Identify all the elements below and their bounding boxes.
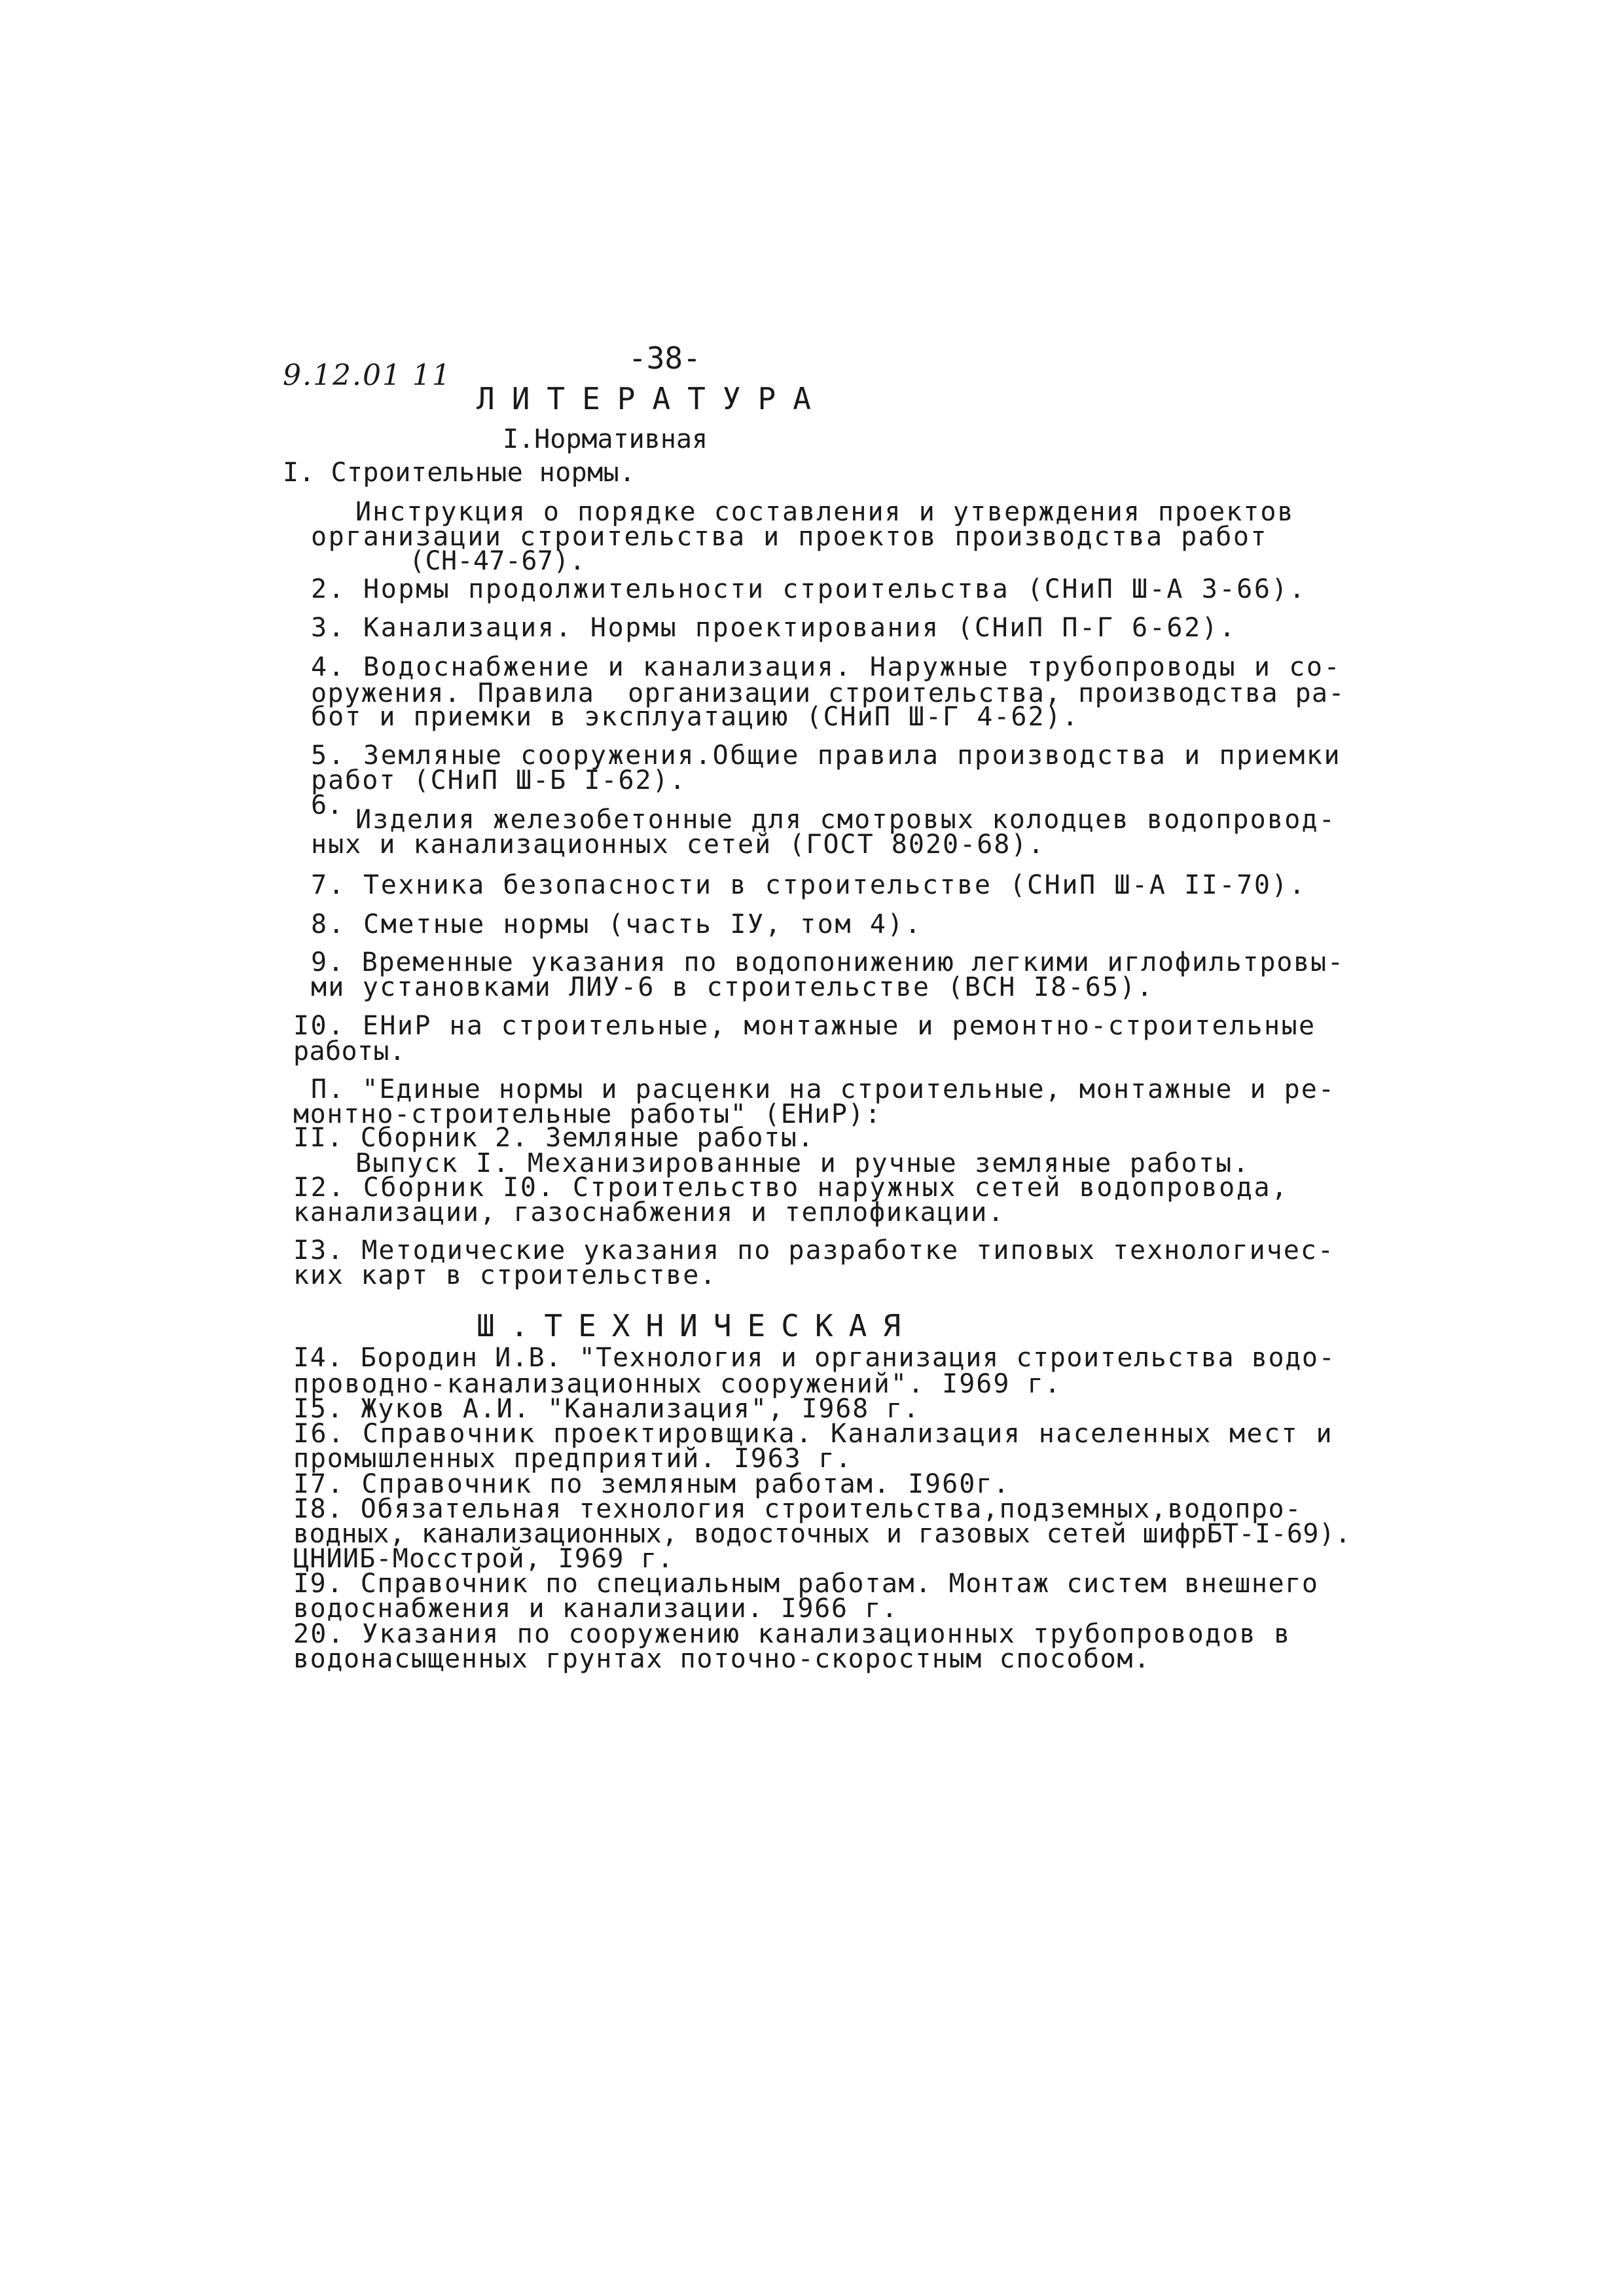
list-item: канализации, газоснабжения и теплофикации. — [293, 1197, 1005, 1228]
section-heading-technical: Ш.ТЕХНИЧЕСКАЯ — [477, 1308, 917, 1343]
list-item: организации строительства и проектов производства работ — [311, 522, 1269, 552]
list-item: водоснабжения и канализации. I966 г. — [293, 1594, 899, 1624]
page-title: ЛИТЕРАТУРА — [477, 381, 828, 416]
list-item: ких карт в строительстве. — [293, 1260, 717, 1290]
list-item: 9. Временные указания по водопонижению легкими иглофильтровы- — [311, 947, 1344, 977]
list-item: I4. Бородин И.В. "Технология и организация строительства водо- — [293, 1343, 1336, 1373]
list-item: оружения. Правила организации строительства, производства ра- — [311, 678, 1345, 708]
list-item: П. "Единые нормы и расценки на строительные, монтажные и ре- — [311, 1074, 1335, 1104]
list-item: работ (СНиП Ш-Б I-62). — [311, 765, 687, 795]
list-item: 2. Нормы продолжительности строительства (СНиП Ш-А 3-66). — [311, 574, 1307, 604]
list-item: ми установками ЛИУ-6 в строительстве (ВСН I8-65). — [311, 972, 1154, 1002]
list-item: I. Строительные нормы. — [283, 458, 636, 488]
list-item: работы. — [293, 1036, 406, 1066]
list-item: монтно-строительные работы" (ЕНиР): — [293, 1099, 882, 1129]
list-item: II. Сборник 2. Земляные работы. — [293, 1123, 815, 1153]
list-item: (СН-47-67). — [409, 546, 586, 576]
list-item: 5. Земляные сооружения.Общие правила производства и приемки — [311, 740, 1342, 771]
list-item: 7. Техника безопасности в строительстве (СНиП Ш-А II-70). — [311, 870, 1307, 900]
list-item: бот и приемки в эксплуатацию (СНиП Ш-Г 4-62). — [311, 702, 1079, 732]
list-item: 3. Канализация. Нормы проектирования (СНиП П-Г 6-62). — [311, 613, 1237, 643]
list-item: 6. — [311, 790, 343, 820]
list-item: I9. Справочник по специальным работам. Монтаж систем внешнего — [293, 1569, 1319, 1599]
list-item: водных, канализационных, водосточных и газовых сетей шифрБТ-I-69). — [293, 1519, 1351, 1549]
list-item: 20. Указания по сооружению канализационных трубопроводов в — [293, 1619, 1291, 1649]
list-item: I8. Обязательная технология строительства,подземных,водопро- — [293, 1494, 1302, 1524]
list-item: I3. Методические указания по разработке типовых технологичес- — [293, 1235, 1335, 1266]
list-item: водонасыщенных грунтах поточно-скоростным способом. — [293, 1644, 1151, 1674]
list-item: I7. Справочник по земляным работам. I960г. — [293, 1469, 1011, 1499]
list-item: Изделия железобетонные для смотровых колодцев водопровод- — [355, 805, 1337, 835]
handwritten-code: 9.12.01 11 — [283, 359, 452, 392]
list-item: Выпуск I. Механизированные и ручные земляные работы. — [355, 1148, 1250, 1178]
list-item: ЦНИИБ-Мосстрой, I969 г. — [293, 1544, 674, 1574]
list-item: 8. Сметные нормы (часть IУ, том 4). — [311, 909, 922, 939]
list-item: 4. Водоснабжение и канализация. Наружные трубопроводы и со- — [311, 652, 1342, 682]
list-item: ных и канализационных сетей (ГОСТ 8020-68). — [311, 829, 1045, 860]
section-heading-normative: I.Нормативная — [503, 424, 708, 454]
page-number: -38- — [628, 340, 701, 376]
list-item: промышленных предприятий. I963 г. — [293, 1444, 853, 1474]
list-item: проводно-канализационных сооружений". I969 г. — [293, 1369, 1062, 1399]
list-item: Инструкция о порядке составления и утверждения проектов — [355, 497, 1295, 527]
list-item: I0. ЕНиР на строительные, монтажные и ремонтно-строительные — [293, 1011, 1316, 1041]
list-item: I2. Сборник I0. Строительство наружных сетей водопровода, — [293, 1173, 1289, 1203]
list-item: I6. Справочник проектировщика. Канализация населенных мест и — [293, 1419, 1333, 1449]
list-item: I5. Жуков А.И. "Канализация", I968 г. — [293, 1394, 920, 1424]
